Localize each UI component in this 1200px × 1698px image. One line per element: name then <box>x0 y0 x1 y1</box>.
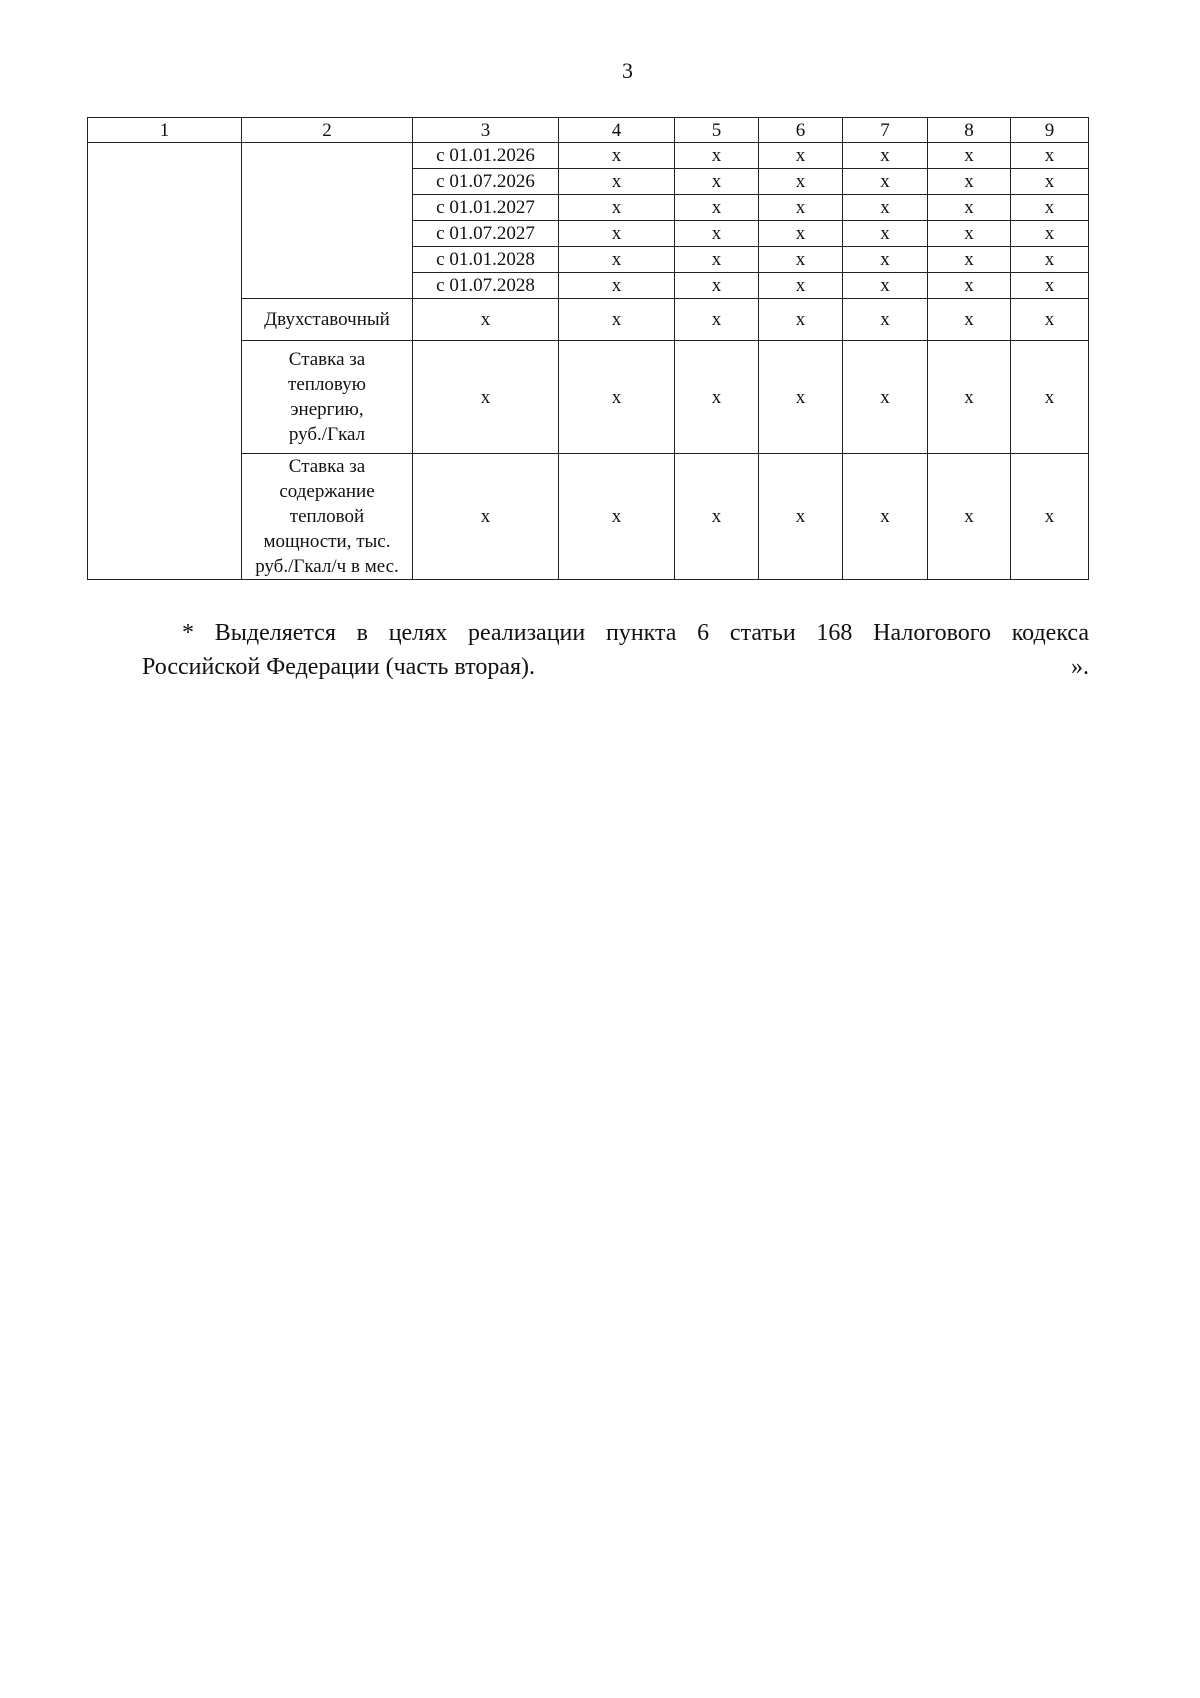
header-cell: 9 <box>1011 118 1089 143</box>
value-cell: x <box>675 143 759 169</box>
label-line: Ставка за <box>288 349 366 370</box>
value-cell: x <box>675 341 759 454</box>
empty-column-1-cell <box>88 143 242 580</box>
value-cell: x <box>559 299 675 341</box>
power-rate-label <box>242 454 413 580</box>
header-cell: 2 <box>242 118 413 143</box>
table-header-row <box>88 118 1089 143</box>
header-cell: 1 <box>88 118 242 143</box>
value-cell: x <box>559 273 675 299</box>
value-cell: x <box>1011 299 1089 341</box>
value-cell: x <box>928 195 1011 221</box>
value-cell: x <box>559 143 675 169</box>
page-number: 3 <box>622 58 633 83</box>
value-cell: x <box>559 341 675 454</box>
label-line: энергию, <box>290 399 364 420</box>
energy-rate-label <box>242 341 413 454</box>
header-cell: 6 <box>759 118 843 143</box>
value-cell: x <box>843 273 928 299</box>
value-cell: x <box>413 299 559 341</box>
value-cell: x <box>1011 221 1089 247</box>
value-cell: x <box>843 454 928 580</box>
value-cell: x <box>1011 341 1089 454</box>
label-line: руб./Гкал/ч в мес. <box>255 556 399 577</box>
value-cell: x <box>1011 273 1089 299</box>
value-cell: x <box>928 169 1011 195</box>
value-cell: x <box>759 169 843 195</box>
date-cell: с 01.01.2028 <box>413 247 559 273</box>
value-cell: x <box>928 221 1011 247</box>
value-cell: x <box>1011 195 1089 221</box>
value-cell: x <box>843 247 928 273</box>
value-cell: x <box>675 195 759 221</box>
value-cell: x <box>759 454 843 580</box>
footnote-line-1: * Выделяется в целях реализации пункта 6 статьи 168 Налогового кодекса <box>182 620 1089 646</box>
date-cell: с 01.01.2027 <box>413 195 559 221</box>
value-cell: x <box>559 454 675 580</box>
footnote-line-2-wrapper <box>142 650 1089 684</box>
value-cell: x <box>675 454 759 580</box>
value-cell: x <box>759 247 843 273</box>
value-cell: x <box>675 299 759 341</box>
header-cell: 7 <box>843 118 928 143</box>
value-cell: x <box>1011 247 1089 273</box>
label-line: тепловую <box>288 374 366 395</box>
label-line: Ставка за <box>288 456 366 477</box>
value-cell: x <box>843 299 928 341</box>
value-cell: x <box>1011 143 1089 169</box>
value-cell: x <box>843 195 928 221</box>
empty-column-2-cell <box>242 143 413 299</box>
value-cell: x <box>1011 454 1089 580</box>
value-cell: x <box>559 169 675 195</box>
value-cell: x <box>559 221 675 247</box>
label-line: мощности, тыс. <box>263 531 391 552</box>
label-line: тепловой <box>289 506 365 527</box>
footnote-line-2: Российской Федерации (часть вторая). <box>142 654 536 680</box>
value-cell: x <box>928 341 1011 454</box>
header-cell: 4 <box>559 118 675 143</box>
value-cell: x <box>759 143 843 169</box>
date-cell: с 01.07.2028 <box>413 273 559 299</box>
value-cell: x <box>759 299 843 341</box>
value-cell: x <box>675 221 759 247</box>
closing-quote: ». <box>1071 654 1089 680</box>
date-cell: с 01.01.2026 <box>413 143 559 169</box>
value-cell: x <box>675 273 759 299</box>
date-cell: с 01.07.2026 <box>413 169 559 195</box>
value-cell: x <box>559 247 675 273</box>
value-cell: x <box>759 195 843 221</box>
label-line: содержание <box>279 481 375 502</box>
table-row <box>88 143 1089 169</box>
value-cell: x <box>843 221 928 247</box>
value-cell: x <box>928 143 1011 169</box>
tariff-table <box>87 117 1089 580</box>
value-cell: x <box>559 195 675 221</box>
value-cell: x <box>843 143 928 169</box>
value-cell: x <box>928 299 1011 341</box>
header-cell: 5 <box>675 118 759 143</box>
value-cell: x <box>843 341 928 454</box>
value-cell: x <box>843 169 928 195</box>
value-cell: x <box>928 247 1011 273</box>
value-cell: x <box>759 273 843 299</box>
value-cell: x <box>759 221 843 247</box>
value-cell: x <box>413 341 559 454</box>
value-cell: x <box>759 341 843 454</box>
value-cell: x <box>928 273 1011 299</box>
header-cell: 3 <box>413 118 559 143</box>
value-cell: x <box>675 247 759 273</box>
value-cell: x <box>1011 169 1089 195</box>
footnote <box>142 616 1089 684</box>
date-cell: с 01.07.2027 <box>413 221 559 247</box>
label-line: руб./Гкал <box>288 424 366 445</box>
value-cell: x <box>413 454 559 580</box>
header-cell: 8 <box>928 118 1011 143</box>
two-rate-label: Двухставочный <box>242 299 413 341</box>
value-cell: x <box>928 454 1011 580</box>
value-cell: x <box>675 169 759 195</box>
